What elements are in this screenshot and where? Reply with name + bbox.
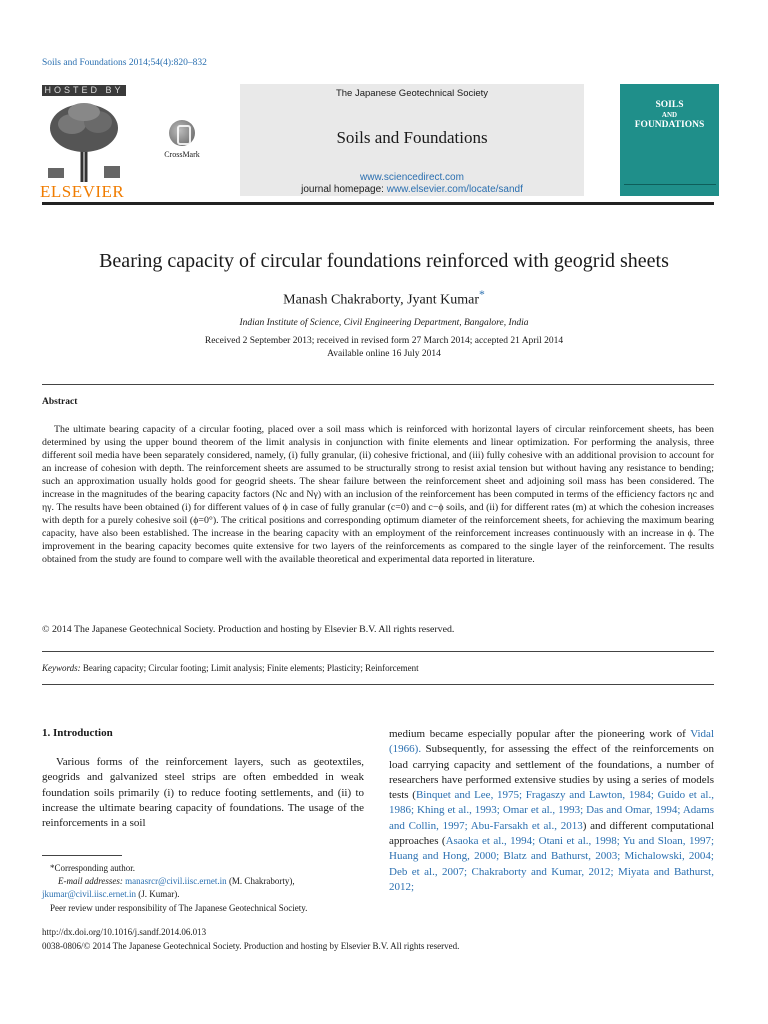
elsevier-tree-logo — [42, 98, 126, 182]
email-owner: (M. Chakraborty), — [226, 876, 295, 886]
keywords-text: Bearing capacity; Circular footing; Limit analysis; Finite elements; Plasticity; Reinforcement — [80, 663, 419, 673]
corresponding-author-note: *Corresponding author. — [50, 863, 135, 873]
corresponding-author-link[interactable]: * — [479, 288, 485, 301]
cover-title-line: AND — [661, 111, 678, 119]
received-dates: Received 2 September 2013; received in revised form 27 March 2014; accepted 21 April 2014 — [204, 336, 564, 346]
cover-title — [620, 100, 719, 130]
email-link[interactable]: manasrcr@civil.iisc.ernet.in — [125, 876, 227, 886]
header-divider — [42, 202, 714, 205]
keywords — [42, 663, 419, 673]
journal-citation[interactable]: Soils and Foundations 2014;54(4):820–832 — [42, 58, 207, 68]
intro-text: medium became especially popular after the pioneering work of — [389, 728, 691, 740]
keywords-bottom-divider — [42, 684, 714, 685]
sciencedirect-link[interactable]: www.sciencedirect.com — [360, 172, 464, 183]
email-label: E-mail addresses: — [58, 876, 126, 886]
hosted-by-label: HOSTED BY — [42, 85, 126, 96]
paper-title: Bearing capacity of circular foundations reinforced with geogrid sheets — [99, 250, 669, 272]
abstract-copyright: © 2014 The Japanese Geotechnical Society. Production and hosting by Elsevier B.V. All rights reserved. — [42, 624, 455, 635]
abstract-top-divider — [42, 384, 714, 385]
available-online-date: Available online 16 July 2014 — [327, 349, 441, 359]
intro-text: Subsequently, for assessing the effect of the reinforcements on load carrying capacity and settlement of the foundations, a number of researchers have performed extensive studies by using a series of models tests ( — [389, 743, 714, 802]
crossmark-icon — [169, 120, 195, 146]
abstract-body — [42, 423, 714, 566]
author-list — [0, 288, 768, 309]
authors-text: Manash Chakraborty, Jyant Kumar — [283, 292, 479, 308]
email-line — [42, 888, 180, 900]
reference-links[interactable]: Asaoka et al., 1994; Otani et al., 1998; Yu and Sloan, 1997; Huang and Hong, 2000; Blatz and Bathurst, 2003; Michalowski, 2004; Deb et al., 2007; Chakraborty and Kumar, 2012; Miyata and Bathurst, 2012; — [389, 835, 715, 893]
crossmark-badge[interactable] — [162, 120, 202, 159]
keywords-label: Keywords: — [42, 663, 81, 673]
elsevier-logo-text: ELSEVIER — [40, 182, 125, 201]
society-name: The Japanese Geotechnical Society — [335, 88, 489, 99]
cover-footer-line — [624, 184, 716, 191]
issn-copyright: 0038-0806/© 2014 The Japanese Geotechnical Society. Production and hosting by Elsevier B.V. All rights reserved. — [42, 941, 460, 951]
homepage-prefix: journal homepage: — [301, 184, 387, 195]
email-link[interactable]: jkumar@civil.iisc.ernet.in — [42, 889, 137, 899]
reference-links[interactable]: Binquet and Lee, 1975; Fragaszy and Lawton, 1984; Guido et al., 1986; Khing et al., 1993; Omar et al., 1993; Das and Omar, 1994; Adams and Collin, 1997; Abu-Farsakh et al., 2013 — [389, 789, 714, 832]
footnote-divider — [42, 855, 122, 856]
cover-title-line: SOILS — [655, 100, 684, 110]
journal-homepage — [240, 184, 584, 195]
doi-link[interactable]: http://dx.doi.org/10.1016/j.sandf.2014.06.013 — [42, 927, 207, 937]
homepage-link[interactable]: www.elsevier.com/locate/sandf — [386, 184, 523, 195]
abstract-heading: Abstract — [42, 397, 78, 407]
intro-text: ) and different computational approaches ( — [389, 819, 714, 848]
introduction-left-column — [42, 755, 364, 831]
reference-link[interactable]: Vidal (1966). — [389, 728, 714, 756]
email-line — [58, 875, 295, 887]
email-owner: (J. Kumar). — [136, 889, 180, 899]
introduction-paragraph-continued — [389, 727, 714, 895]
introduction-paragraph: Various forms of the reinforcement layers, such as geotextiles, geogrids and galvanized steel strips are often embedded in weak foundation soils primarily (i) to reduce footing settlements, and (ii) to increase the ultimate bearing capacity of foundations. The usage of the reinforcements in a soil — [42, 756, 364, 830]
introduction-right-column — [389, 727, 714, 895]
peer-review-note: Peer review under responsibility of The Japanese Geotechnical Society. — [50, 903, 308, 913]
affiliation: Indian Institute of Science, Civil Engineering Department, Bangalore, India — [239, 318, 529, 328]
cover-title-line: FOUNDATIONS — [634, 120, 705, 130]
journal-name: Soils and Foundations — [336, 128, 488, 147]
abstract-text: The ultimate bearing capacity of a circular footing, placed over a soil mass which is reinforced with horizontal layers of circular reinforcement sheets, has been determined by using the upper bound theorem of the limit analysis in conjunction with finite elements and linear optimization. For performing the analysis, three different soil media have been separately considered, namely, (i) fully granular, (ii) cohesive frictional, and (iii) fully cohesive with an additional provision to account for an increase of cohesion with depth. The reinforcement sheets are assumed to be structurally strong to resist axial tension but without having any resistance to bending; such an approximation usually holds good for geogrid sheets. The shear failure between the reinforcement sheet and adjoining soil mass has been considered. The increase in the magnitudes of the bearing capacity factors (Nc and Nγ) with an inclusion of the reinforcement has been computed in terms of the efficiency factors ηc and ηγ. The results have been obtained (i) for different values of ϕ in case of fully granular (c=0) and c−ϕ soils, and (ii) for different rates (m) at which the cohesion increases with depth for a purely cohesive soil (ϕ=0°). The critical positions and corresponding optimum diameter of the reinforcement sheets, for achieving the maximum bearing capacity, have also been established. The increase in the bearing capacity with an employment of the reinforcement increases continuously with an increase in ϕ. The improvement in the bearing capacity becomes quite extensive for two layers of the reinforcements as compared to the single layer of the reinforcement. The results obtained from the study are found to compare well with the available theoretical and experimental data reported in literature. — [42, 424, 714, 565]
crossmark-label: CrossMark — [164, 150, 200, 159]
keywords-top-divider — [42, 651, 714, 652]
introduction-heading: 1. Introduction — [42, 727, 113, 739]
